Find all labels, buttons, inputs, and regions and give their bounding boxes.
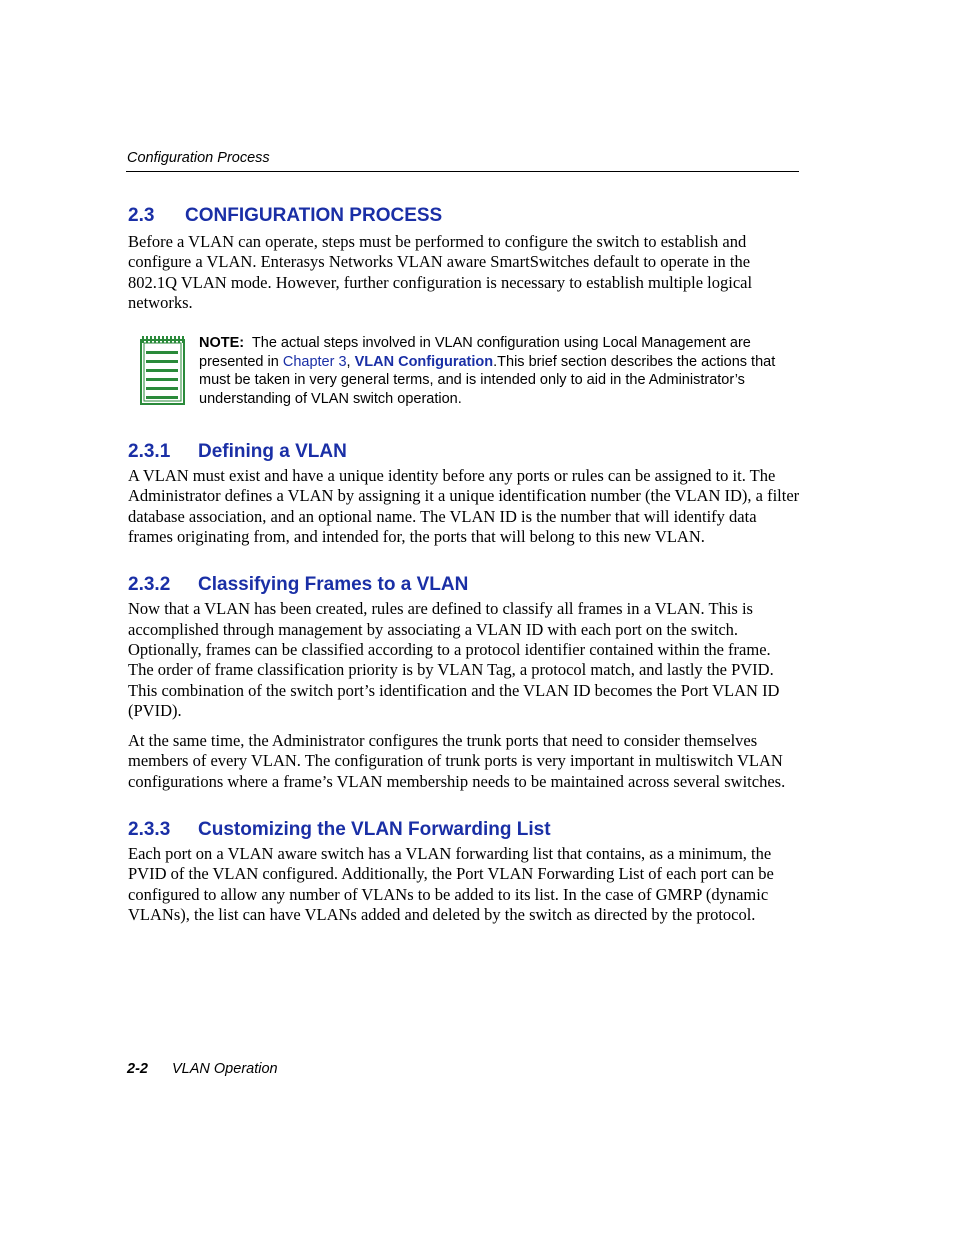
footer-chapter-title: VLAN Operation: [172, 1061, 278, 1077]
section-title: CONFIGURATION PROCESS: [185, 205, 443, 226]
chapter-title-link[interactable]: VLAN Configuration: [354, 353, 494, 370]
subsection-number: 2.3.1: [128, 441, 171, 463]
note-text-before: The actual steps involved in VLAN configuration using Local Management are presented in: [199, 335, 751, 370]
subsection-heading: [128, 573, 800, 597]
subsection-title: Defining a VLAN: [198, 441, 347, 463]
header-rule: [126, 171, 799, 172]
page-footer: [127, 1061, 278, 1077]
subsection-title: Customizing the VLAN Forwarding List: [198, 819, 551, 841]
subsection-number: 2.3.2: [128, 574, 171, 596]
subsection-heading: [128, 440, 800, 464]
paragraph: Now that a VLAN has been created, rules are defined to classify all frames in a VLAN. This is accomplished through management by associating a VLAN ID with each port on the switch. Optionally, frames can be classified according to a protocol identifier contained within the frame. The order of frame classification priority is by VLAN Tag, a protocol match, and lastly the PVID. This combination of the switch port’s identification and the VLAN ID becomes the Port VLAN ID (PVID).: [128, 599, 780, 720]
note-comma: ,: [346, 353, 351, 370]
notepad-icon: [140, 336, 186, 406]
note-text: [199, 334, 799, 408]
page-content: [128, 204, 800, 925]
note-label: NOTE:: [199, 335, 245, 352]
note-text-after: .This brief section describes the actions that must be taken in very general terms, and is intended only to aid in the Administrator’s understanding of VLAN switch operation.: [199, 353, 776, 407]
subsection-heading: [128, 818, 800, 842]
paragraph: Each port on a VLAN aware switch has a VLAN forwarding list that contains, as a minimum, the PVID of the VLAN configured. Additionally, the Port VLAN Forwarding List of each port can be configured to allow any number of VLANs to be added to its list. In the case of GMRP (dynamic VLANs), the list can have VLANs added and deleted by the switch as directed by the protocol.: [128, 844, 774, 924]
page-number: 2-2: [127, 1061, 148, 1077]
paragraph: A VLAN must exist and have a unique identity before any ports or rules can be assigned to it. The Administrator defines a VLAN by assigning it a unique identification number (the VLAN ID), a filter database association, and an optional name. The VLAN ID is the number that will identify data frames originating from, and intended for, the ports that will belong to this new VLAN.: [128, 466, 800, 547]
section-heading: [128, 204, 800, 228]
paragraph: At the same time, the Administrator configures the trunk ports that need to consider themselves members of every VLAN. The configuration of trunk ports is very important in multiswitch VLAN configurations where a frame’s VLAN membership needs to be maintained across several switches.: [128, 731, 786, 791]
section-number: 2.3: [128, 205, 155, 226]
subsection-number: 2.3.3: [128, 819, 171, 841]
subsection-title: Classifying Frames to a VLAN: [198, 574, 469, 596]
running-header: Configuration Process: [127, 150, 270, 166]
section-intro: Before a VLAN can operate, steps must be performed to configure the switch to establish and configure a VLAN. Enterasys Networks VLAN aware SmartSwitches default to operate in the 802.1Q VLAN mode. However, further configuration is necessary to establish multiple logical networks.: [128, 232, 753, 312]
note-box: [128, 334, 800, 416]
chapter-link[interactable]: Chapter 3: [282, 353, 347, 370]
